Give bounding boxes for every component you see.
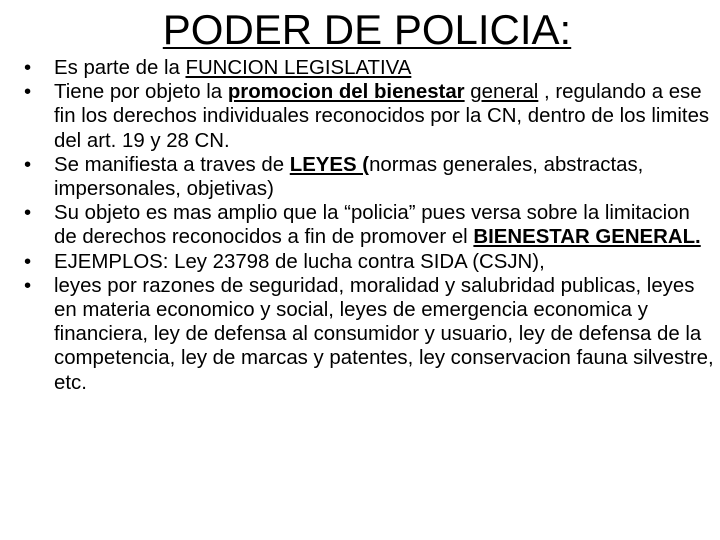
- bullet-item: [24, 56, 714, 80]
- bullet-text: [54, 202, 701, 248]
- bullet-text-segment: Su objeto es mas amplio que la “policia” pues versa sobre la limitacion de derechos reconocidos a fin de promover el: [54, 202, 690, 249]
- bullet-text-segment: promocion del bienestar: [227, 81, 465, 104]
- bullet-text-segment: , regulando a ese fin los derechos individuales reconocidos por la CN, dentro de los limites del art. 19 y 28 CN.: [54, 81, 710, 152]
- bullet-text-segment: leyes por razones de seguridad, moralidad y salubridad publicas, leyes en materia economico y social, leyes de emergencia economica y financiera, ley de defensa al consumidor y usuario, ley de defensa de la competencia, ley de marcas y patentes, ley conservacion fauna silvestre, etc.: [54, 274, 714, 394]
- bullet-text: [54, 154, 643, 200]
- bullet-text: [54, 275, 714, 394]
- bullet-marker: •: [24, 202, 32, 225]
- bullet-marker: •: [24, 153, 32, 176]
- bullet-text-segment: LEYES (: [289, 153, 370, 176]
- bullet-item: [24, 80, 714, 153]
- bullet-item: [24, 250, 714, 274]
- bullet-text: [54, 251, 545, 273]
- bullet-marker: •: [24, 250, 32, 273]
- slide-title: PODER DE POLICIA:: [162, 6, 572, 53]
- bullet-text-segment: Es parte de la: [54, 57, 186, 79]
- bullet-marker: •: [24, 81, 32, 104]
- bullet-item: [24, 153, 714, 201]
- bullet-text-segment: BIENESTAR GENERAL.: [473, 226, 701, 249]
- bullet-marker: •: [24, 57, 32, 79]
- bullet-text-segment: Tiene por objeto la: [54, 81, 228, 104]
- bullet-text-segment: EJEMPLOS: Ley 23798 de lucha contra SIDA (CSJN),: [54, 250, 545, 273]
- bullet-marker: •: [24, 274, 32, 297]
- bullet-text-segment: normas generales, abstractas, impersonales, objetivas): [54, 153, 644, 201]
- bullet-item: [24, 274, 714, 395]
- bullet-list: [24, 56, 714, 395]
- bullet-text: [54, 81, 709, 151]
- bullet-text-segment: FUNCION LEGISLATIVA: [185, 57, 412, 79]
- bullet-text-segment: Se manifiesta a traves de: [54, 153, 290, 176]
- bullet-text: [54, 57, 411, 79]
- bullet-item: [24, 201, 714, 249]
- bullet-text-segment: general: [470, 81, 539, 104]
